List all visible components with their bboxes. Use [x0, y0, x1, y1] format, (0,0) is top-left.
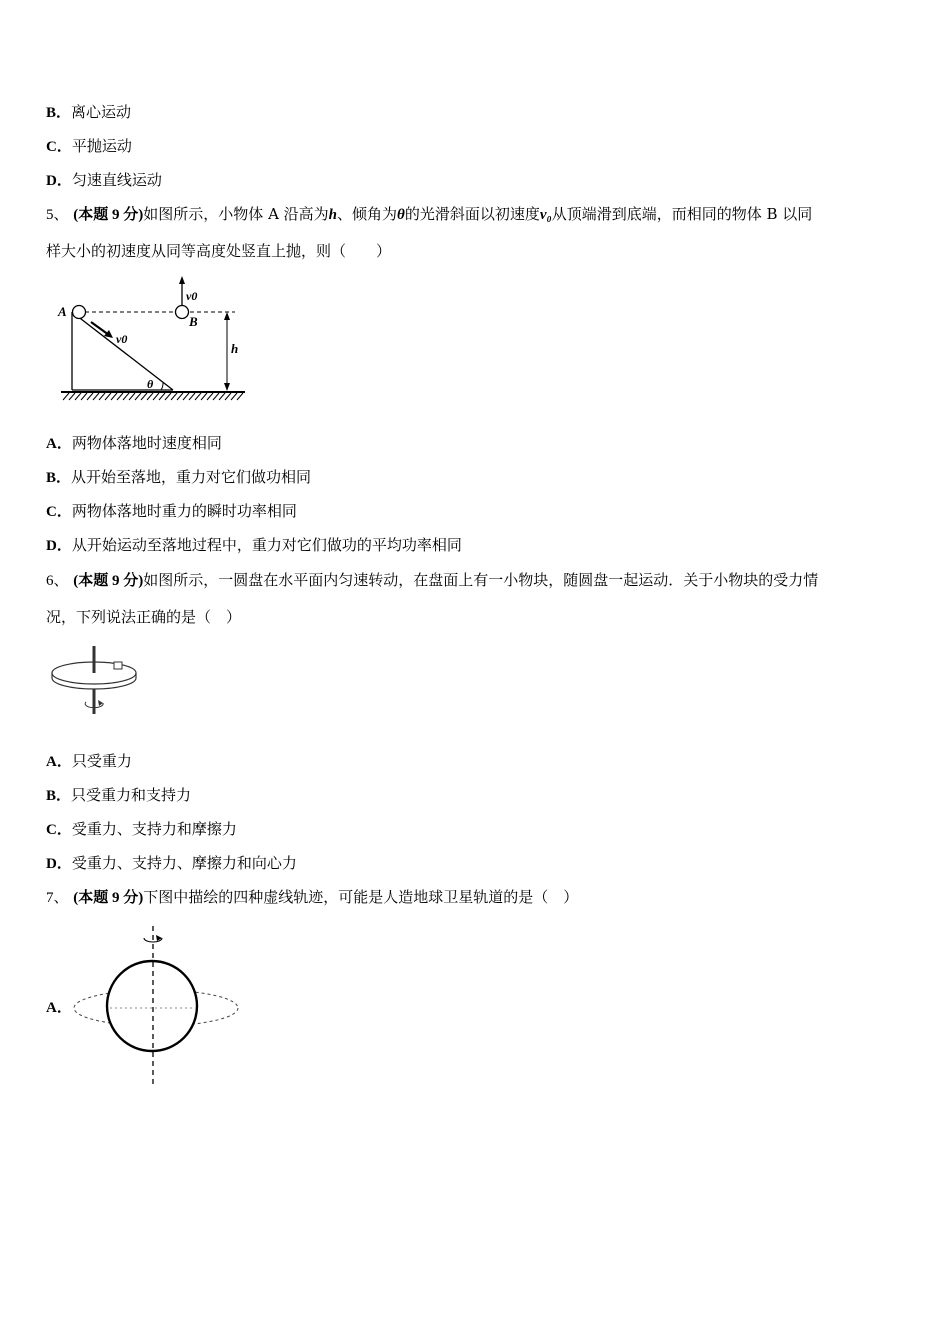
question-points: (本题 9 分) [73, 207, 144, 223]
q7-option-a-label [46, 997, 72, 1018]
q4-option-c [46, 136, 132, 157]
option-text: 两物体落地时重力的瞬时功率相同 [71, 502, 297, 520]
option-label: A． [46, 436, 72, 452]
q5-option-a [46, 433, 222, 454]
q4-option-d [46, 170, 162, 191]
q7-stem [46, 887, 578, 908]
question-number: 6、 [46, 573, 69, 589]
option-text: 从开始运动至落地过程中，重力对它们做功的平均功率相同 [71, 536, 462, 554]
q6-stem-line2 [46, 607, 241, 627]
question-number: 7、 [46, 890, 69, 906]
question-points: (本题 9 分) [73, 890, 144, 906]
q4-option-b [46, 102, 131, 123]
q6-disk-figure [46, 640, 146, 720]
q6-option-b [46, 785, 191, 806]
q5-option-c [46, 501, 297, 522]
option-label: C． [46, 822, 72, 838]
option-text: 只受重力 [71, 752, 132, 770]
option-label: A． [46, 1000, 72, 1016]
stem-text: 从顶端滑到底端，而相同的物体 B 以同 [551, 205, 813, 223]
var-h: h [328, 207, 338, 223]
option-text: 受重力、支持力和摩擦力 [71, 820, 237, 838]
q7-earth-orbit-figure [70, 922, 245, 1090]
option-text: 从开始至落地，重力对它们做功相同 [71, 468, 312, 486]
stem-text: 下图中描绘的四种虚线轨迹，可能是人造地球卫星轨道的是（ ） [143, 888, 579, 906]
option-label: D． [46, 856, 72, 872]
label-theta: θ [147, 377, 154, 391]
option-text: 两物体落地时速度相同 [71, 434, 222, 452]
q5-stem-line2 [46, 241, 391, 261]
label-v0-slope: v0 [116, 332, 128, 346]
stem-text: 如图所示，小物体 A 沿高为 [143, 205, 329, 223]
q6-option-a [46, 751, 132, 772]
stem-text: 如图所示，一圆盘在水平面内匀速转动，在盘面上有一小物块，随圆盘一起运动．关于小物块的受力情 [143, 571, 819, 589]
option-label: B． [46, 788, 72, 804]
option-label: C． [46, 139, 72, 155]
option-text: 离心运动 [71, 103, 132, 121]
q5-incline-figure [55, 272, 250, 407]
label-v0-top: v0 [186, 289, 198, 303]
option-label: B． [46, 470, 72, 486]
stem-text: 况，下列说法正确的是（ ） [46, 608, 242, 626]
q5-option-d [46, 535, 462, 556]
label-A: A [58, 304, 67, 319]
label-h: h [231, 341, 239, 356]
option-label: C． [46, 504, 72, 520]
option-label: A． [46, 754, 72, 770]
var-v0: v₀ [539, 207, 552, 223]
q6-option-d [46, 853, 297, 874]
option-text: 只受重力和支持力 [71, 786, 192, 804]
label-B: B [189, 314, 198, 329]
q5-stem-line1 [46, 204, 812, 225]
stem-text: 的光滑斜面以初速度 [404, 205, 540, 223]
option-text: 匀速直线运动 [71, 171, 162, 189]
question-points: (本题 9 分) [73, 573, 144, 589]
option-label: D． [46, 538, 72, 554]
option-label: D． [46, 173, 72, 189]
option-text: 受重力、支持力、摩擦力和向心力 [71, 854, 297, 872]
stem-text: 样大小的初速度从同等高度处竖直上抛，则（ ） [46, 242, 392, 260]
option-text: 平抛运动 [71, 137, 132, 155]
stem-text: 、倾角为 [337, 205, 398, 223]
q6-option-c [46, 819, 237, 840]
q5-option-b [46, 467, 311, 488]
question-number: 5、 [46, 207, 69, 223]
option-label: B． [46, 105, 72, 121]
q6-stem-line1 [46, 570, 818, 591]
var-theta: θ [397, 207, 405, 223]
